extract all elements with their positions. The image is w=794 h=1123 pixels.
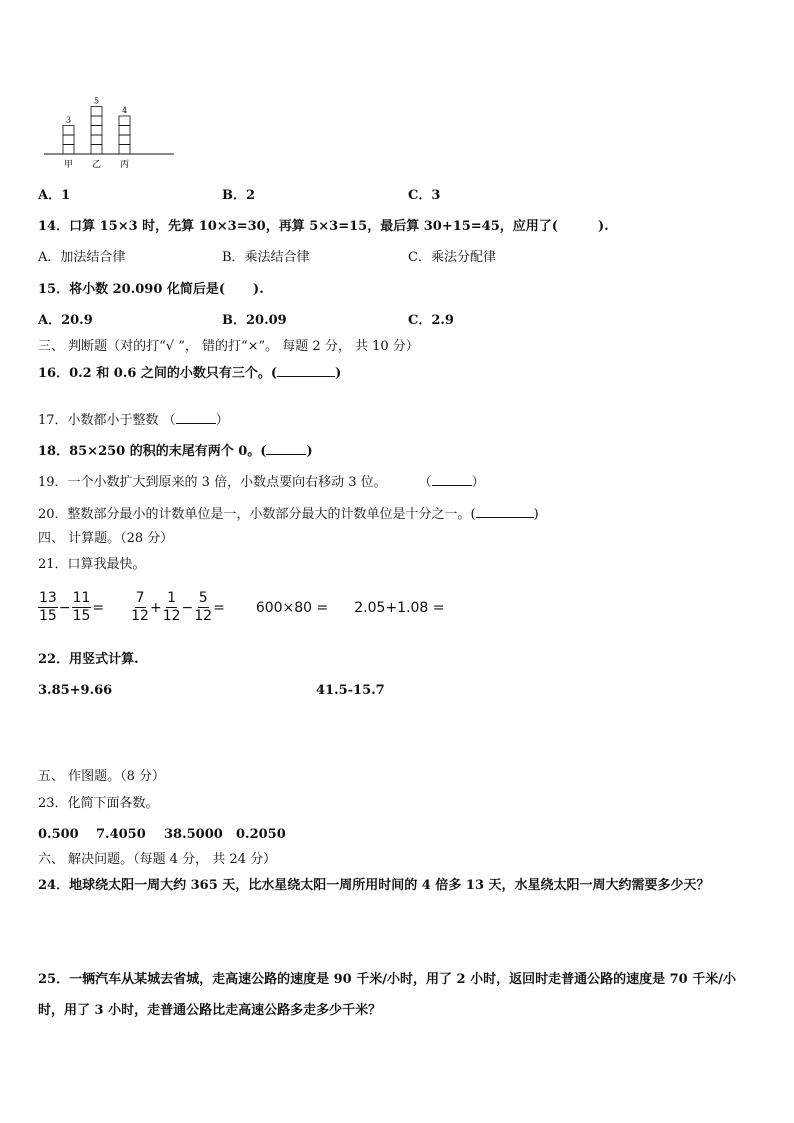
bar-unit-square xyxy=(119,116,130,126)
question-23-number: 7.4050 xyxy=(96,827,146,842)
section-3-heading: 三、 判断题（对的打“√ ”， 错的打“×”。 每题 2 分， 共 10 分） xyxy=(38,339,419,354)
bar-unit-square xyxy=(119,145,130,155)
question-18 xyxy=(38,442,313,460)
q14-option-b: B．乘法结合律 xyxy=(222,250,310,265)
question-25-line-1: 25．一辆汽车从某城去省城，走高速公路的速度是 90 千米/小时，用了 2 小时，返回时走普通公路的速度是 70 千米/小 xyxy=(38,972,736,987)
q13-option-b: B．2 xyxy=(222,188,256,203)
section-5-heading: 五、 作图题。（8 分） xyxy=(38,769,166,784)
question-18-end: ) xyxy=(306,444,313,459)
question-19-end: ） xyxy=(471,475,485,490)
question-20-end: ) xyxy=(533,507,539,522)
q15-option-c: C．2.9 xyxy=(408,313,454,328)
section-6-heading: 六、 解决问题。（每题 4 分， 共 24 分） xyxy=(38,852,277,867)
question-24: 24．地球绕太阳一周大约 365 天，比水星绕太阳一周所用时间的 4 倍多 13 天，水星绕太阳一周大约需要多少天？ xyxy=(38,878,710,893)
q13-option-c: C．3 xyxy=(408,188,441,203)
question-14-end: ). xyxy=(597,219,609,234)
question-17 xyxy=(38,411,229,429)
answer-blank[interactable] xyxy=(266,442,306,455)
question-23-number: 0.500 xyxy=(38,827,79,842)
q15-option-a: A．20.9 xyxy=(38,313,93,328)
question-16-text: 16．0.2 和 0.6 之间的小数只有三个。( xyxy=(38,366,278,381)
question-16-end: ) xyxy=(335,366,342,381)
question-19-open: （ xyxy=(418,475,432,490)
question-20-text: 20．整数部分最小的计数单位是一，小数部分最大的计数单位是十分之一。( xyxy=(38,507,476,522)
bar-unit-square xyxy=(119,135,130,145)
bar-丙 xyxy=(119,116,130,154)
question-15 xyxy=(38,282,264,298)
data-label: 5 xyxy=(93,96,100,106)
question-23-number: 0.2050 xyxy=(236,827,286,842)
fraction: $\frac{7}{12}$ xyxy=(131,590,149,624)
question-14 xyxy=(38,219,609,235)
bar-unit-square xyxy=(91,116,102,126)
question-20 xyxy=(38,505,539,523)
question-21-title: 21．口算我最快。 xyxy=(38,557,146,572)
q14-option-c: C．乘法分配律 xyxy=(408,250,496,265)
question-22-expr-1: 3.85+9.66 xyxy=(38,683,113,698)
data-label: 4 xyxy=(121,106,128,115)
bar-chart xyxy=(44,80,179,175)
answer-blank[interactable] xyxy=(476,505,534,518)
bar-unit-square xyxy=(63,126,74,136)
question-19 xyxy=(38,473,485,491)
q13-option-a: A．1 xyxy=(38,188,71,203)
question-15-end: ). xyxy=(253,282,264,297)
bar-unit-square xyxy=(91,126,102,136)
question-16 xyxy=(38,364,341,382)
question-19-text: 19．一个小数扩大到原来的 3 倍，小数点要向右移动 3 位。 xyxy=(38,475,387,490)
q14-option-a: A．加法结合律 xyxy=(38,250,126,265)
fraction: $\frac{1}{12}$ xyxy=(162,590,181,624)
category-label: 乙 xyxy=(91,160,102,170)
bar-unit-square xyxy=(63,145,74,155)
fraction: $\frac{11}{15}$ xyxy=(72,590,91,624)
question-14-text: 14．口算 15×3 时，先算 10×3=30，再算 5×3=15，最后算 30+15=45，应用了( xyxy=(38,219,558,234)
section-4-heading: 四、 计算题。（28 分） xyxy=(38,531,174,546)
fraction: $\frac{5}{12}$ xyxy=(194,590,213,624)
question-22-title: 22．用竖式计算. xyxy=(38,652,139,667)
question-25-line-2: 时，用了 3 小时，走普通公路比走高速公路多走多少千米？ xyxy=(38,1003,382,1018)
category-label: 甲 xyxy=(63,160,74,170)
bar-unit-square xyxy=(63,135,74,145)
bar-甲 xyxy=(63,126,74,155)
data-label: 3 xyxy=(65,115,72,125)
fraction: $\frac{13}{15}$ xyxy=(39,590,57,624)
expression-2.05+1.08: 2.05+1.08 = xyxy=(354,599,445,616)
bar-unit-square xyxy=(91,135,102,145)
question-22-expr-2: 41.5-15.7 xyxy=(316,683,385,698)
question-17-text: 17．小数都小于整数 （ xyxy=(38,413,176,428)
answer-blank[interactable] xyxy=(277,364,335,377)
bar-乙 xyxy=(91,107,102,155)
question-21-expressions: $\frac{13}{15}$ − $\frac{11}{15}$ = $\frac{7}{12}$ + $\frac{1}{12}$ − $\frac{5}{12}$ = 600×80 = 2.05+1.08 = xyxy=(39,590,445,624)
question-15-text: 15．将小数 20.090 化简后是( xyxy=(38,282,226,297)
answer-blank[interactable] xyxy=(176,411,216,424)
category-label: 丙 xyxy=(119,160,130,170)
bar-unit-square xyxy=(119,126,130,136)
question-23-title: 23．化简下面各数。 xyxy=(38,796,159,811)
question-17-end: ） xyxy=(215,413,229,428)
bar-unit-square xyxy=(91,145,102,155)
question-23-number: 38.5000 xyxy=(164,827,223,842)
question-18-text: 18．85×250 的积的末尾有两个 0。( xyxy=(38,444,267,459)
answer-blank[interactable] xyxy=(432,473,472,486)
expression-600x80: 600×80 = xyxy=(255,599,329,616)
q15-option-b: B．20.09 xyxy=(222,313,287,328)
bar-unit-square xyxy=(91,107,102,117)
